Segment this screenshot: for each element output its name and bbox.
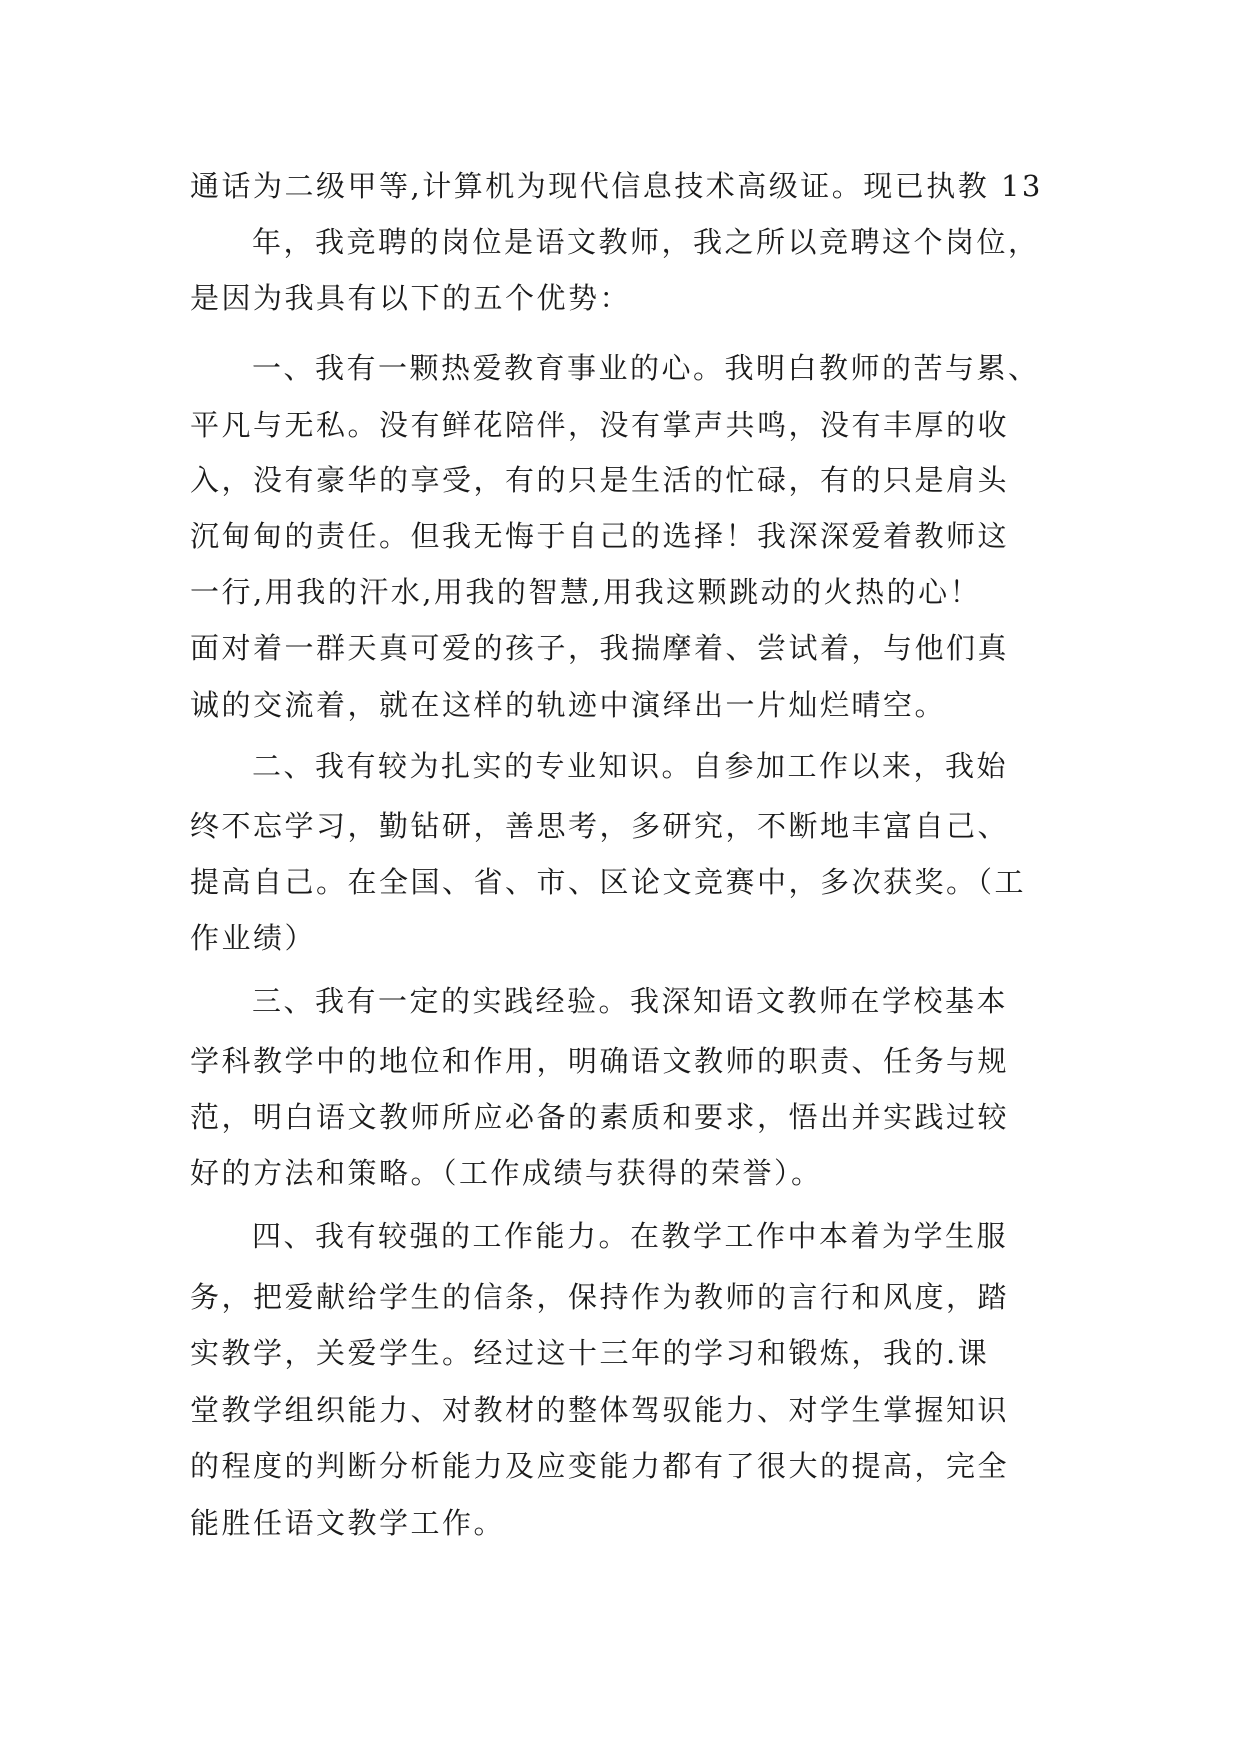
- text-line: 年，我竞聘的岗位是语文教师，我之所以竞聘这个岗位，: [252, 225, 1040, 259]
- text-line: 能胜任语文教学工作。: [190, 1506, 506, 1540]
- text-line: 面对着一群天真可爱的孩子，我揣摩着、尝试着，与他们真: [190, 631, 1010, 665]
- text-line: 终不忘学习，勤钻研，善思考，多研究，不断地丰富自己、: [190, 809, 1010, 843]
- text-line: 沉甸甸的责任。但我无悔于自己的选择！我深深爱着教师这: [190, 519, 1010, 553]
- text-line: 提高自己。在全国、省、市、区论文竞赛中，多次获奖。（工: [190, 865, 1027, 899]
- text-line: 学科教学中的地位和作用，明确语文教师的职责、任务与规: [190, 1044, 1010, 1078]
- paragraph-start-line: 三、我有一定的实践经验。我深知语文教师在学校基本: [252, 984, 1009, 1018]
- text-line: 入，没有豪华的享受，有的只是生活的忙碌，有的只是肩头: [190, 463, 1010, 497]
- text-line: 诚的交流着，就在这样的轨迹中演绎出一片灿烂晴空。: [190, 688, 947, 722]
- text-line: 平凡与无私。没有鲜花陪伴，没有掌声共鸣，没有丰厚的收: [190, 408, 1010, 442]
- text-line: 好的方法和策略。（工作成绩与获得的荣誉）。: [190, 1156, 823, 1190]
- text-line: 是因为我具有以下的五个优势：: [190, 281, 632, 315]
- paragraph-start-line: 二、我有较为扎实的专业知识。自参加工作以来，我始: [252, 749, 1009, 783]
- text-line: 范，明白语文教师所应必备的素质和要求，悟出并实践过较: [190, 1100, 1010, 1134]
- text-line: 作业绩）: [190, 921, 317, 955]
- paragraph-start-line: 四、我有较强的工作能力。在教学工作中本着为学生服: [252, 1219, 1009, 1253]
- text-line: 一行,用我的汗水,用我的智慧,用我这颗跳动的火热的心！: [190, 575, 982, 609]
- text-line: 堂教学组织能力、对教材的整体驾驭能力、对学生掌握知识: [190, 1393, 1010, 1427]
- text-line: 实教学，关爱学生。经过这十三年的学习和锻炼，我的.课: [190, 1336, 990, 1370]
- text-line: 通话为二级甲等,计算机为现代信息技术高级证。现已执教 13: [190, 169, 1043, 203]
- paragraph-start-line: 一、我有一颗热爱教育事业的心。我明白教师的苦与累、: [252, 351, 1040, 385]
- text-line: 的程度的判断分析能力及应变能力都有了很大的提高，完全: [190, 1449, 1010, 1483]
- text-line: 务，把爱献给学生的信条，保持作为教师的言行和风度，踏: [190, 1280, 1010, 1314]
